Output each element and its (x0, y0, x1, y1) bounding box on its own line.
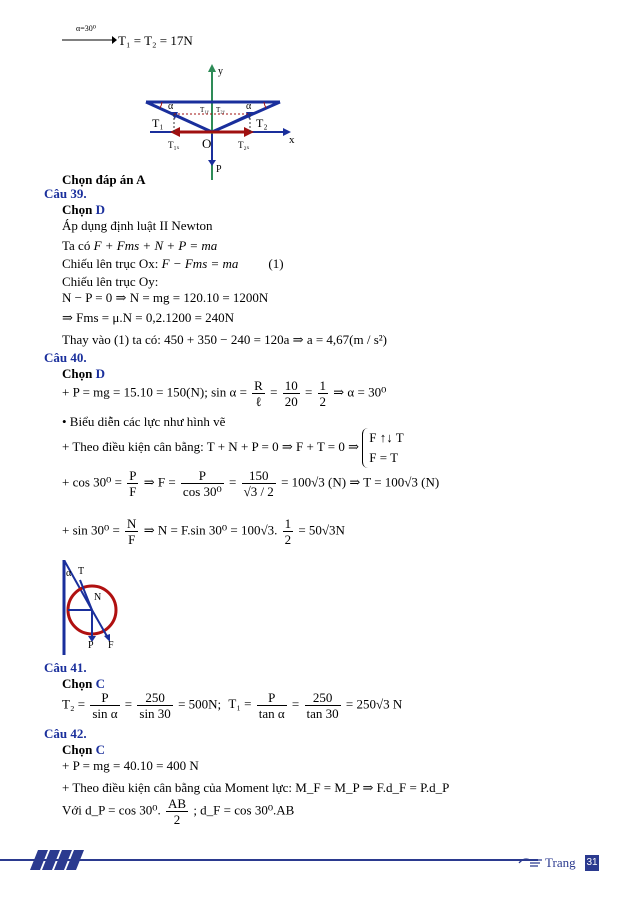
line-prefix: + cos 30⁰ = (62, 474, 126, 490)
label-t2y: T₂ᵧ (216, 106, 225, 114)
t2-result: = 500N; (178, 696, 222, 712)
line-prefix: Ta có (62, 238, 94, 253)
equation: M_F = M_P ⇒ F.d_F = P.d_P (295, 780, 450, 795)
fraction (283, 378, 300, 409)
choose-a: Chọn đáp án A (62, 172, 146, 187)
q42-line3 (62, 796, 294, 827)
line-prefix: Chiếu lên trục Ox: (62, 256, 162, 271)
choose-prefix: Chọn (62, 676, 96, 691)
diag2-p: P (88, 640, 94, 651)
line-prefix: Thay vào (1) ta có: (62, 332, 165, 347)
label-t1: T₁ (152, 116, 164, 130)
denominator: tan 30 (306, 706, 339, 721)
q39-line3 (62, 256, 284, 272)
fraction (252, 378, 265, 409)
q39-line1: Áp dụng định luật II Newton (62, 218, 213, 233)
page-number: 31 (585, 855, 599, 871)
numerator: 1 (284, 516, 292, 531)
fraction (257, 690, 287, 721)
q40-line4: + cos 30⁰ = $\frac{P}{F}$ ⇒ F = $\frac{P}{\text{cos 30⁰}}$ = $\frac{150}{√3 / 2}$ = 100√3 (N) ⇒ T = 100√3 (N) (62, 468, 440, 499)
result: = 100√3 (N) ⇒ T = 100√3 (N) (281, 474, 440, 490)
q41-title: Câu 41. (44, 660, 87, 675)
t1-result: = 250√3 N (345, 696, 403, 712)
label-t1x: T₁ₓ (168, 140, 180, 150)
system-line-2: F = T (369, 450, 399, 465)
fraction (166, 796, 188, 827)
system-brace (362, 428, 403, 468)
equation: F + Fms + N + P = ma (93, 238, 218, 253)
label-x: x (289, 134, 295, 146)
label-alpha-right: α (246, 101, 252, 112)
denominator: 20 (284, 394, 298, 409)
result: = 50√3N (298, 522, 345, 538)
numerator: 10 (284, 378, 298, 393)
numerator: P (90, 690, 119, 706)
hand-pointer-icon (518, 855, 544, 871)
t2-label: T₂ = (62, 696, 89, 712)
denominator: sin 30 (139, 706, 171, 721)
fraction (137, 690, 172, 721)
top-arrow (62, 26, 117, 50)
t1-label: T₁ = (228, 696, 255, 712)
diag2-n: N (94, 592, 102, 603)
fraction (318, 378, 329, 409)
denominator: 2 (284, 532, 292, 547)
numerator: 250 (137, 690, 172, 706)
equation: F − Fms = ma (161, 256, 239, 271)
numerator: P (129, 468, 137, 483)
fraction (181, 468, 224, 499)
choose-letter: C (95, 742, 105, 757)
label-t1y: T₁ᵧ (200, 106, 209, 114)
fraction (127, 468, 138, 499)
denominator: cos 30⁰ (182, 484, 222, 499)
q39-line6: ⇒ Fms = μ.N = 0,2.1200 = 240N (62, 310, 235, 325)
fraction (90, 690, 119, 721)
q39-line5: N − P = 0 ⇒ N = mg = 120.10 = 1200N (62, 290, 269, 305)
line-prefix: + P = mg = 15.10 = 150(N); sin α = (62, 384, 251, 400)
choose-letter: D (95, 366, 105, 381)
fraction (283, 516, 294, 547)
arrow-label: α=30⁰ (76, 24, 96, 33)
q40-line2: • Biểu diễn các lực như hình vẽ (62, 414, 226, 429)
q39-line4: Chiếu lên trục Oy: (62, 274, 159, 289)
numerator: N (127, 516, 137, 531)
equation: ⇒ F = (143, 474, 179, 490)
q42-title: Câu 42. (44, 726, 87, 741)
diag2-alpha: α (66, 568, 72, 579)
q39-line2 (62, 238, 217, 254)
equation: T + N + P = 0 ⇒ F + T = 0 ⇒ (206, 438, 360, 454)
system-line-1: F ↑↓ T (369, 430, 404, 445)
numerator: 1 (319, 378, 327, 393)
line-prefix: + sin 30⁰ = (62, 522, 124, 538)
label-p: P (216, 164, 222, 175)
numerator: 250 (305, 690, 341, 706)
choose-prefix: Chọn (62, 742, 96, 757)
denominator: tan α (258, 706, 285, 721)
numerator: 150 (242, 468, 276, 484)
q42-line1: + P = mg = 40.10 = 400 N (62, 758, 199, 773)
label-t2: T₂ (256, 116, 268, 130)
denominator: F (128, 532, 136, 547)
equation: 450 + 350 − 240 = 120a ⇒ a = 4,67(m / s²) (164, 332, 388, 347)
line-prefix: + Theo điều kiện cân bằng của Moment lực: (62, 780, 296, 795)
q39-title: Câu 39. (44, 186, 87, 201)
denominator: 2 (173, 812, 181, 827)
fraction (125, 516, 138, 547)
numerator: AB (168, 796, 187, 811)
choose-prefix: Chọn (62, 202, 96, 217)
equation: ⇒ N = F.sin 30⁰ = 100√3. (143, 522, 278, 538)
equation-number: (1) (268, 256, 284, 271)
choose-letter: C (95, 676, 105, 691)
diag2-f: F (108, 640, 114, 651)
fraction (242, 468, 276, 499)
choose-letter: D (95, 202, 105, 217)
numerator: P (257, 690, 287, 706)
q42-choose (62, 742, 105, 758)
force-diagram-1 (140, 62, 320, 182)
numerator: P (181, 468, 224, 484)
label-t2x: T₂ₓ (238, 140, 250, 150)
denominator: 2 (319, 394, 327, 409)
line-prefix: + Theo điều kiện cân bằng: (62, 438, 207, 454)
result: ⇒ α = 30⁰ (333, 384, 387, 400)
top-result: T₁ = T₂ = 17N (118, 33, 193, 48)
q39-choose (62, 202, 105, 218)
label-y: y (218, 66, 223, 77)
footer-label: Trang (545, 855, 576, 870)
q41-formula: T₂ = $\frac{P}{\text{sin α}}$ = $\frac{250}{\sin 30}$ = 500N; T₁ = $\frac{P}{\text{tan α}}$ = $\frac{250}{\tan 30}$ = 250√3 N (62, 690, 403, 721)
q40-line5 (62, 516, 345, 547)
numerator: R (254, 378, 263, 393)
denominator: sin α (92, 706, 118, 721)
equation: ; d_F = cos 30⁰.AB (193, 802, 295, 818)
q39-line7 (62, 332, 387, 348)
denominator: ℓ (255, 394, 262, 409)
line-prefix: Với d_P = cos 30⁰. (62, 802, 161, 818)
denominator: F (129, 484, 137, 499)
denominator: √3 / 2 (243, 484, 274, 499)
q40-title: Câu 40. (44, 350, 87, 365)
label-alpha-left: α (168, 101, 174, 112)
label-origin: O (202, 136, 212, 151)
fraction (305, 690, 341, 721)
choose-prefix: Chọn (62, 366, 96, 381)
diag2-t: T (78, 566, 85, 577)
q40-line1: + P = mg = 15.10 = 150(N); sin α = $\frac{R}{\text{ℓ}}$ = $\frac{10}{20}$ = $\frac{1}{2}$ ⇒ α = 30⁰ (62, 378, 387, 409)
q40-line3 (62, 428, 404, 468)
q42-line2 (62, 780, 449, 796)
